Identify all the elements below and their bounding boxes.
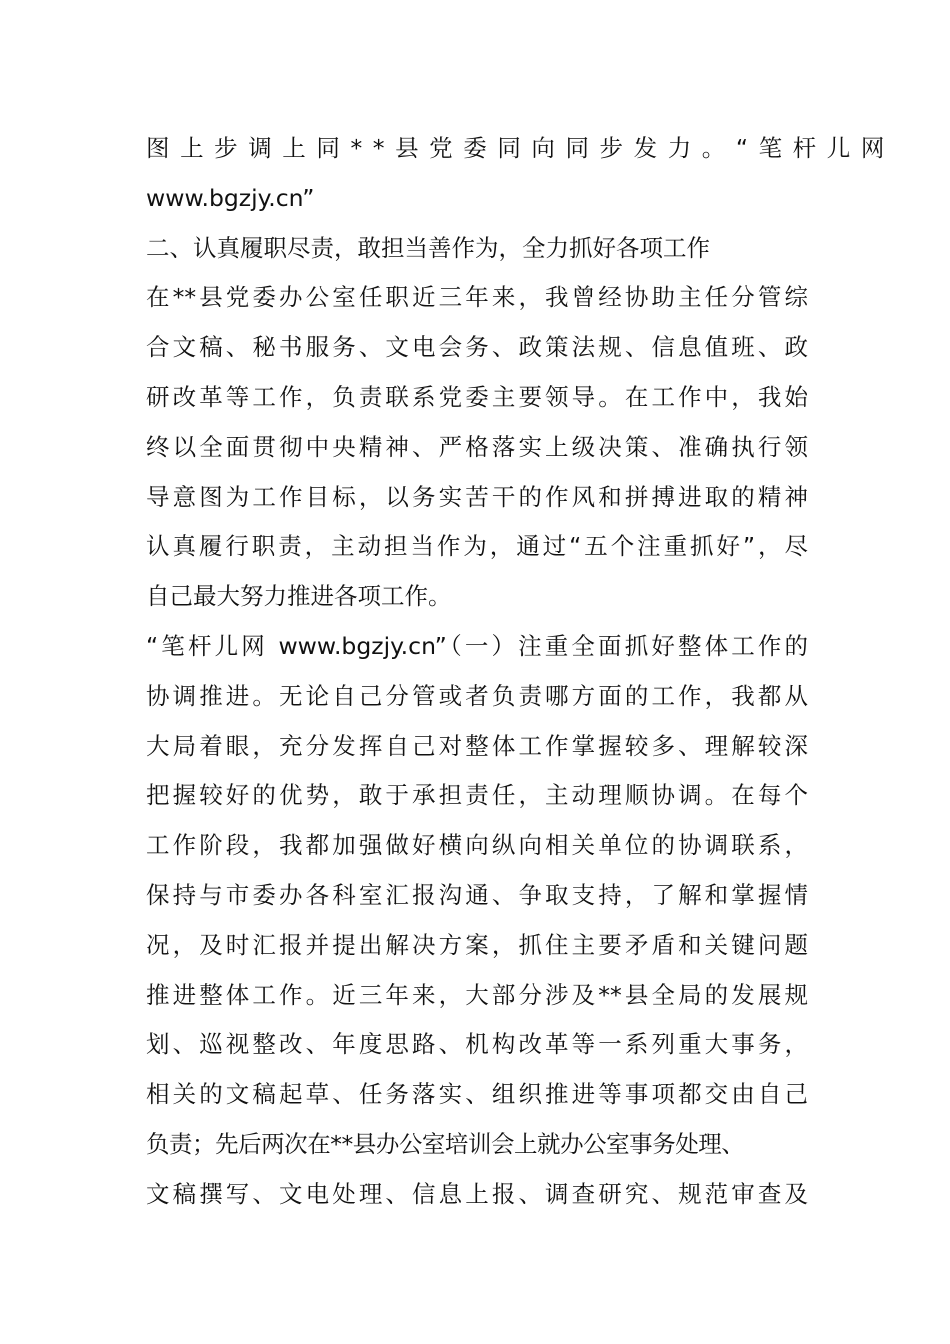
- text-line: 协调推进。无论自己分管或者负责哪方面的工作，我都从: [146, 681, 808, 710]
- document-body: [146, 124, 895, 1220]
- text-line: 把握较好的优势，敢于承担责任，主动理顺协调。在每个: [146, 781, 808, 810]
- text-line: 自己最大努力推进各项工作。: [146, 582, 452, 611]
- text-line: 图上步调上同**县党委同向同步发力。“笔杆儿网: [146, 134, 895, 162]
- text-line: 相关的文稿起草、任务落实、组织推进等事项都交由自己: [146, 1080, 808, 1109]
- text-line: 况，及时汇报并提出解决方案，抓住主要矛盾和关键问题: [146, 930, 808, 959]
- text-line: 大局着眼，充分发挥自己对整体工作掌握较多、理解较深: [146, 731, 808, 760]
- text-line: 导意图为工作目标，以务实苦干的作风和拼搏进取的精神: [146, 482, 808, 511]
- text-line: 负责；先后两次在**县办公室培训会上就办公室事务处理、: [146, 1129, 745, 1158]
- text-line: 认真履行职责，主动担当作为，通过“五个注重抓好”，尽: [146, 532, 808, 561]
- section-heading: 二、认真履职尽责，敢担当善作为，全力抓好各项工作: [146, 233, 710, 262]
- text-line: 在**县党委办公室任职近三年来，我曾经协助主任分管综: [146, 283, 808, 312]
- text-line: 研改革等工作，负责联系党委主要领导。在工作中，我始: [146, 382, 808, 411]
- text-line: 终以全面贯彻中央精神、严格落实上级决策、准确执行领: [146, 432, 808, 461]
- text-line: 合文稿、秘书服务、文电会务、政策法规、信息值班、政: [146, 333, 808, 362]
- text-line: 划、巡视整改、年度思路、机构改革等一系列重大事务，: [146, 1030, 808, 1059]
- text-line: 推进整体工作。近三年来，大部分涉及**县全局的发展规: [146, 980, 808, 1009]
- text-line: 文稿撰写、文电处理、信息上报、调查研究、规范审查及: [146, 1179, 808, 1208]
- text-line: 保持与市委办各科室汇报沟通、争取支持，了解和掌握情: [146, 880, 808, 909]
- text-line: “笔杆儿网 www.bgzjy.cn”（一）注重全面抓好整体工作的: [146, 631, 808, 660]
- text-line: www.bgzjy.cn”: [146, 183, 315, 212]
- text-line: 工作阶段，我都加强做好横向纵向相关单位的协调联系，: [146, 831, 808, 860]
